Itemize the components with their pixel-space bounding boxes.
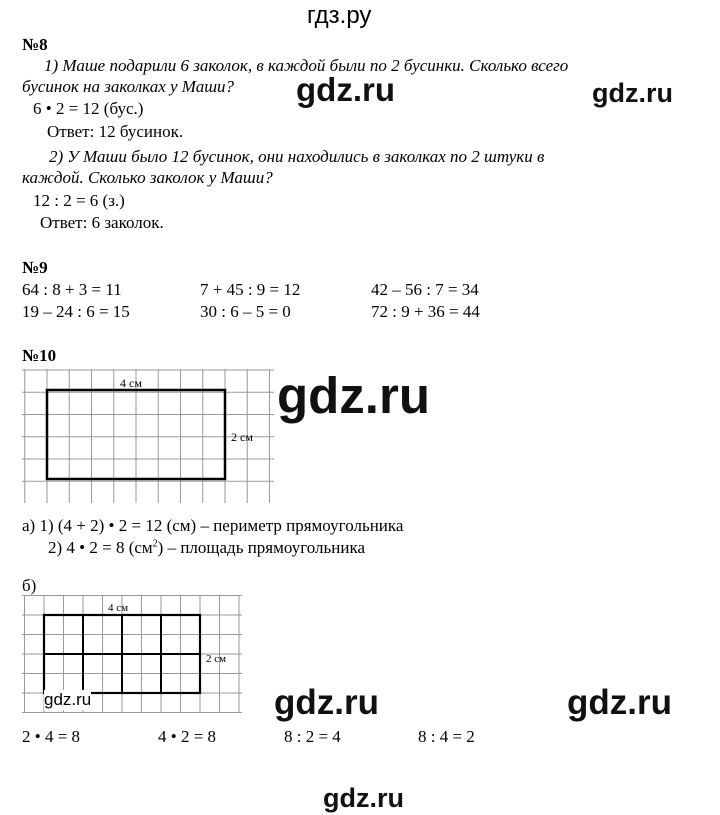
task8-problem2-line1: 2) У Маши было 12 бусинок, они находились в заколках по 2 штуки в	[49, 147, 545, 166]
task8-answer2: Ответ: 6 заколок.	[40, 213, 164, 232]
task9-expr: 30 : 6 – 5 = 0	[200, 302, 291, 321]
task8-calc1: 6 • 2 = 12 (бус.)	[33, 99, 144, 118]
task9-expr: 7 + 45 : 9 = 12	[200, 280, 301, 299]
squared-sup: 2	[152, 538, 158, 550]
task9-expr: 19 – 24 : 6 = 15	[22, 302, 130, 321]
task10-b-label: б)	[22, 576, 37, 595]
rect-a-width-label: 4 см	[120, 376, 142, 390]
watermark: gdz.ru	[567, 683, 672, 722]
site-title: гдз.ру	[307, 2, 372, 29]
figure-a-grid	[22, 369, 274, 503]
watermark: gdz.ru	[274, 683, 379, 722]
task8-problem1-line2: бусинок на заколках у Маши?	[22, 77, 235, 96]
task10-a-line1: а) 1) (4 + 2) • 2 = 12 (см) – периметр прямоугольника	[22, 516, 404, 535]
task10-heading: №10	[22, 346, 57, 365]
task10-equation: 4 • 2 = 8	[158, 727, 217, 746]
task8-heading: №8	[22, 35, 48, 54]
task8-answer1: Ответ: 12 бусинок.	[47, 122, 184, 141]
rect-b-width-label: 4 см	[108, 602, 129, 614]
task10-a-line2	[48, 538, 365, 558]
watermark: gdz.ru	[592, 78, 673, 108]
task8-problem1-line1: 1) Маше подарили 6 заколок, в каждой были по 2 бусинки. Сколько всего	[44, 56, 569, 75]
area-formula: 2) 4 • 2 = 8 (см	[48, 538, 153, 557]
watermark: gdz.ru	[277, 367, 430, 424]
area-description: ) – площадь прямоугольника	[157, 538, 366, 557]
watermark: gdz.ru	[44, 690, 92, 709]
rect-a-height-label: 2 см	[231, 430, 253, 444]
task9-expr: 72 : 9 + 36 = 44	[371, 302, 480, 321]
task10-equation: 2 • 4 = 8	[22, 727, 81, 746]
task9-heading: №9	[22, 258, 48, 277]
task10-equation: 8 : 4 = 2	[418, 727, 475, 746]
watermark: gdz.ru	[323, 783, 404, 813]
task9-expr: 64 : 8 + 3 = 11	[22, 280, 122, 299]
task10-equation: 8 : 2 = 4	[284, 727, 341, 746]
task8-problem2-line2: каждой. Сколько заколок у Маши?	[22, 168, 273, 187]
task8-calc2: 12 : 2 = 6 (з.)	[33, 191, 125, 210]
rect-b-height-label: 2 см	[206, 653, 227, 665]
task9-expr: 42 – 56 : 7 = 34	[371, 280, 479, 299]
watermark: gdz.ru	[296, 71, 395, 108]
